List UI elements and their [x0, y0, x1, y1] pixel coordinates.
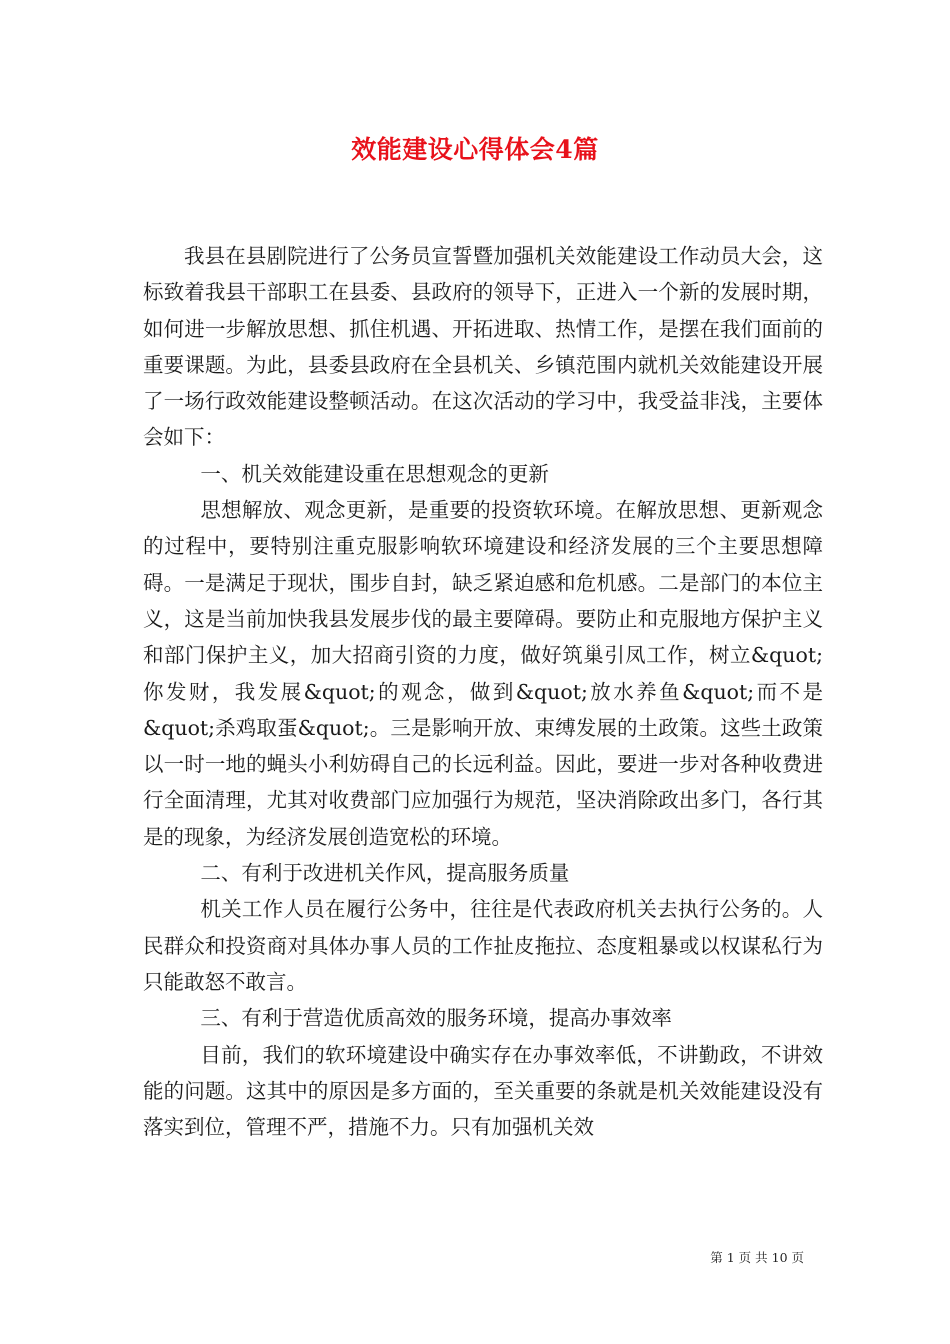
section-heading-1: 一、机关效能建设重在思想观念的更新: [200, 461, 549, 486]
page-number-footer: 第 1 页 共 10 页: [710, 1250, 804, 1265]
section-heading-3: 三、有利于营造优质高效的服务环境，提高办事效率: [200, 1006, 672, 1031]
section-heading-2: 二、有利于改进机关作风，提高服务质量: [200, 861, 570, 886]
document-body: [143, 238, 823, 1145]
paragraph-section-1: 思想解放、观念更新，是重要的投资软环境。在解放思想、更新观念的过程中，要特别注重克服影响软环境建设和经济发展的三个主要思想障碍。一是满足于现状，围步自封，缺乏紧迫感和危机感。二是部门的本位主义，这是当前加快我县发展步伐的最主要障碍。要防止和克服地方保护主义和部门保护主义，加大招商引资的力度，做好筑巢引凤工作，树立&quot;你发财，我发展&quot;的观念，做到&quot;放水养鱼&quot;而不是&quot;杀鸡取蛋&quot;。三是影响开放、束缚发展的土政策。这些土政策以一时一地的蝇头小利妨碍自己的长远利益。因此，要进一步对各种收费进行全面清理，尤其对收费部门应加强行为规范，坚决消除政出多门，各行其是的现象，为经济发展创造宽松的环境。: [143, 498, 823, 849]
paragraph-section-2: 机关工作人员在履行公务中，往往是代表政府机关去执行公务的。人民群众和投资商对具体办事人员的工作扯皮拖拉、态度粗暴或以权谋私行为只能敢怒不敢言。: [143, 897, 823, 994]
paragraph-section-3: 目前，我们的软环境建设中确实存在办事效率低，不讲勤政，不讲效能的问题。这其中的原因是多方面的，至关重要的条就是机关效能建设没有落实到位，管理不严，措施不力。只有加强机关效: [143, 1042, 823, 1140]
document-title: 效能建设心得体会4篇: [351, 135, 599, 164]
paragraph-intro: 我县在县剧院进行了公务员宣誓暨加强机关效能建设工作动员大会，这标致着我县干部职工在县委、县政府的领导下，正进入一个新的发展时期，如何进一步解放思想、抓住机遇、开拓进取、热情工作，是摆在我们面前的重要课题。为此，县委县政府在全县机关、乡镇范围内就机关效能建设开展了一场行政效能建设整顿活动。在这次活动的学习中，我受益非浅，主要体会如下：: [143, 244, 823, 450]
